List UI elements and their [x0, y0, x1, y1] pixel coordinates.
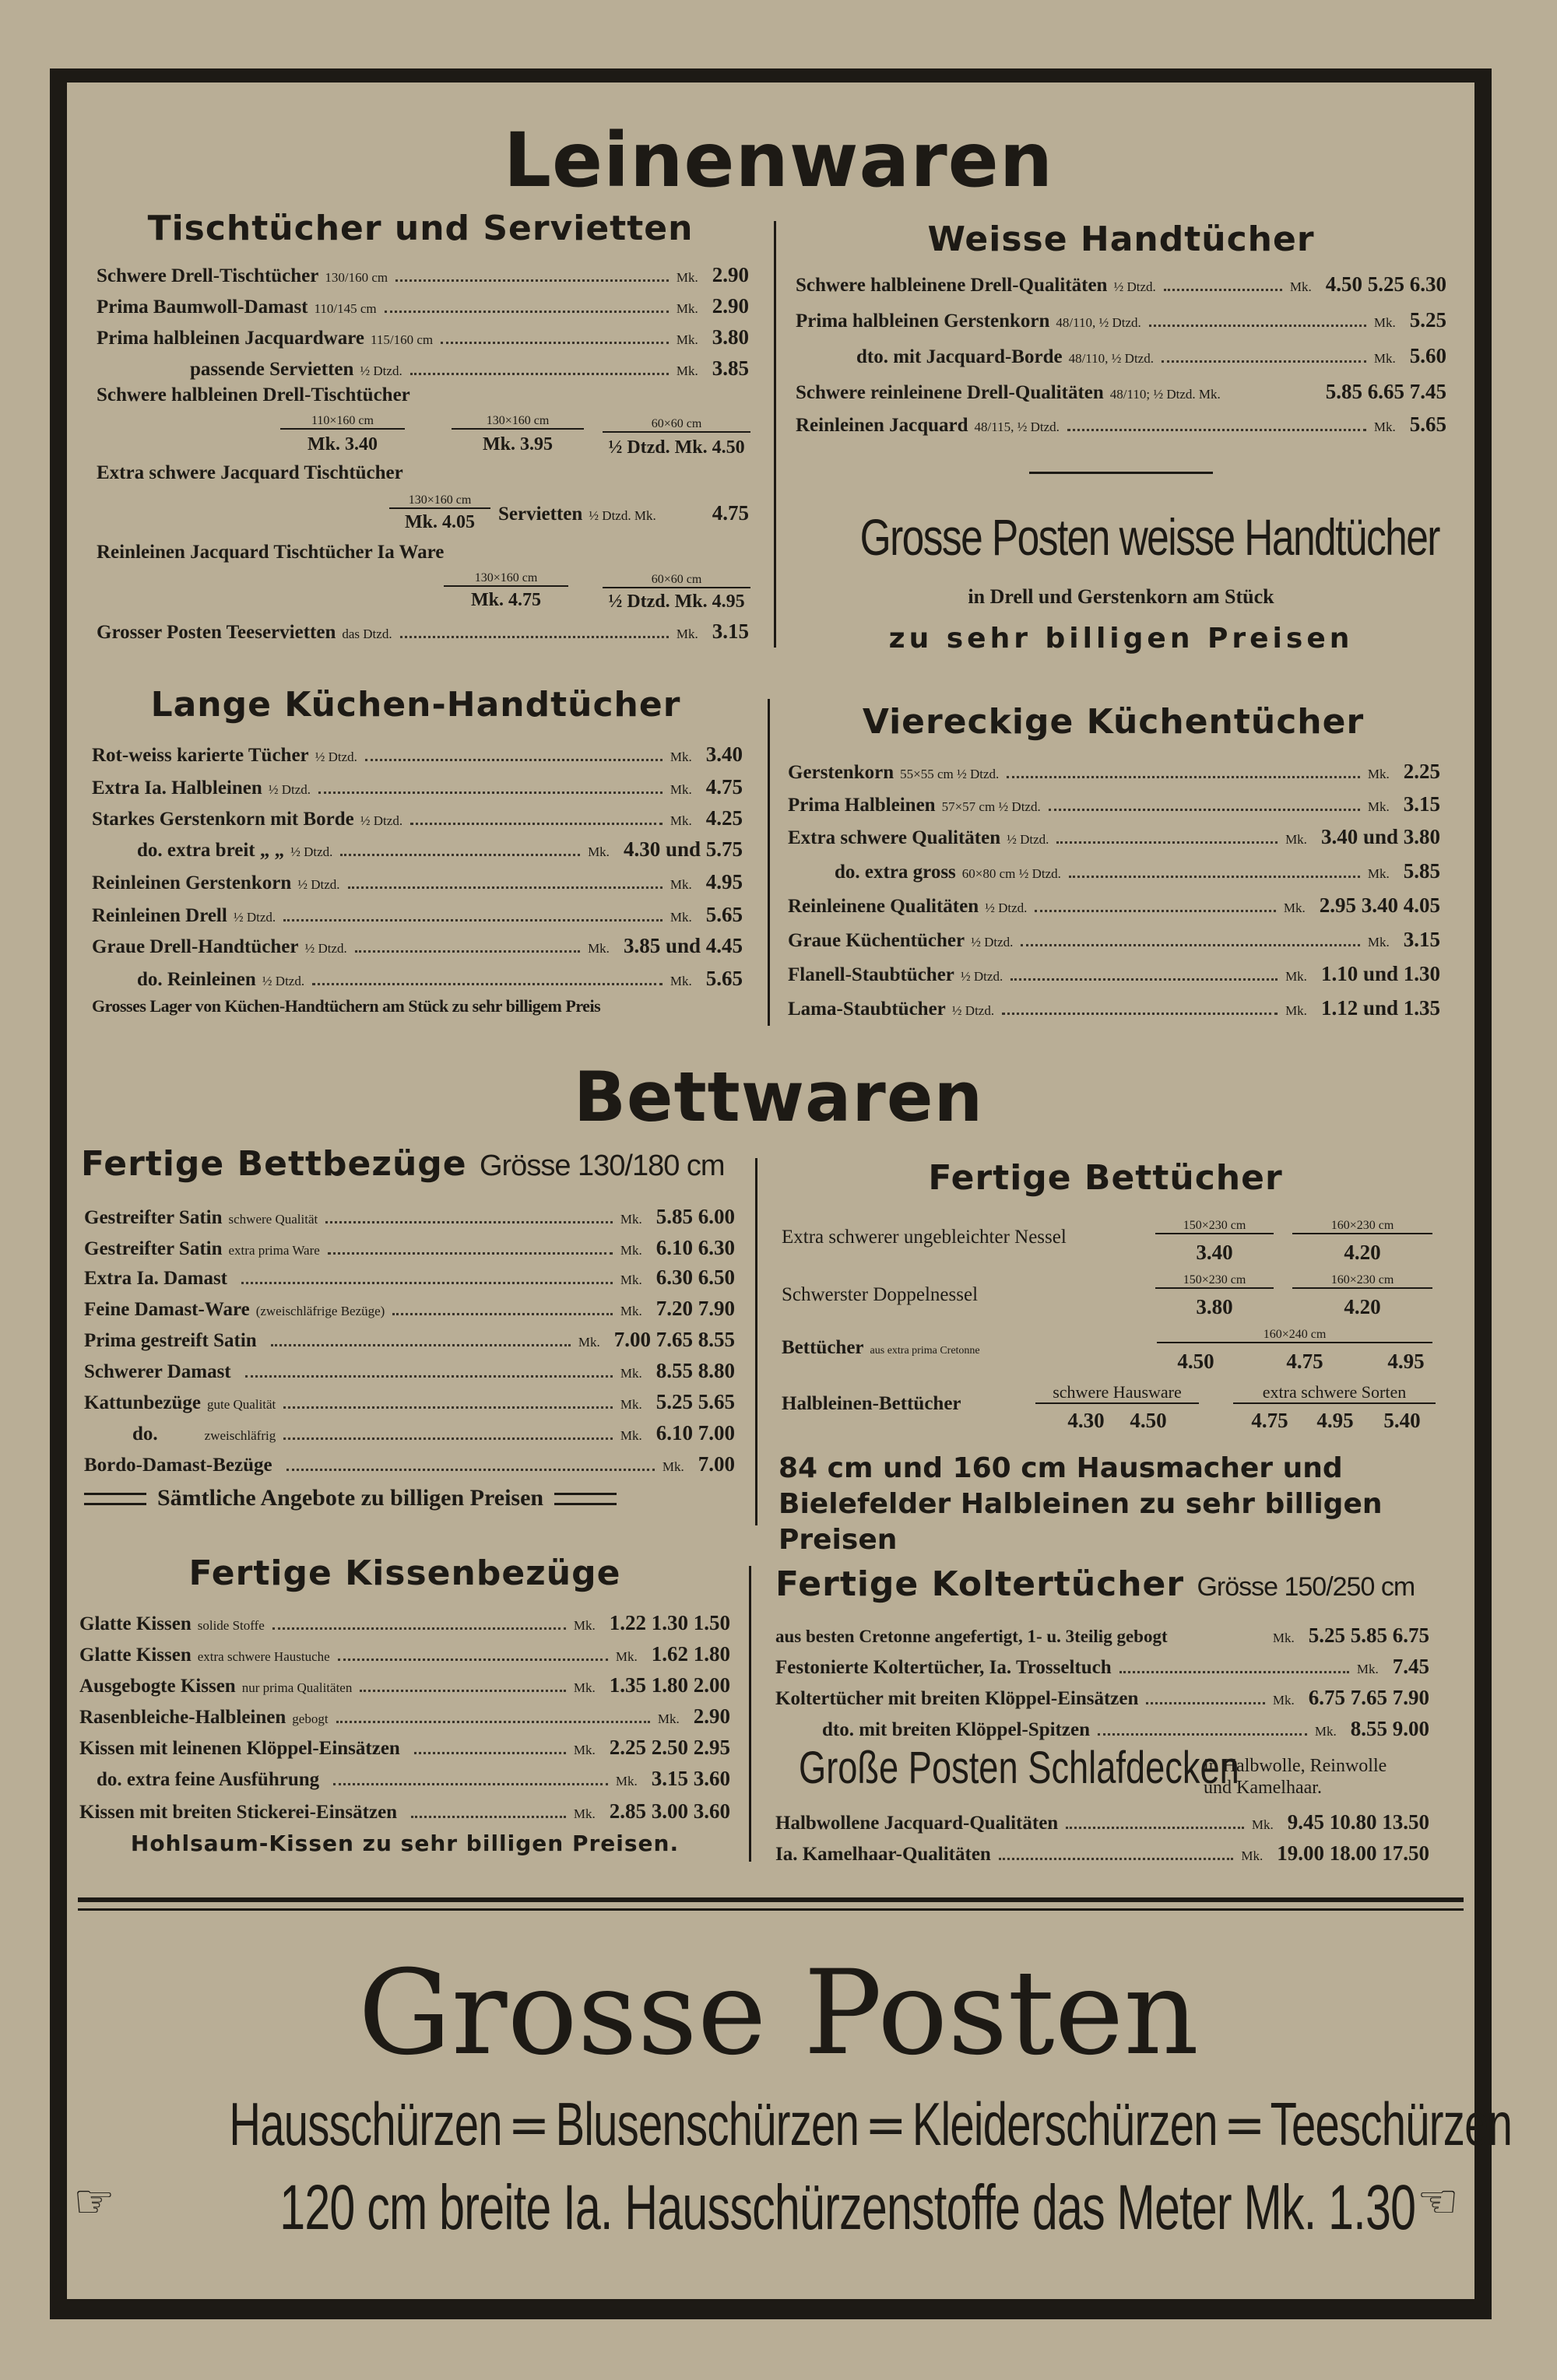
list-item: Extra Ia. Damast Mk. 6.30 6.50 — [84, 1265, 735, 1289]
price-label: 4.75 — [1286, 1350, 1323, 1373]
list-item: Halbleinen-Bettücher — [782, 1393, 961, 1414]
column-divider — [774, 221, 776, 648]
list-item: Feine Damast-Ware (zweischläfrige Bezüge) Mk. 7.20 7.90 — [84, 1297, 735, 1320]
list-item: Extra schwere Qualitäten ½ Dtzd. Mk. 3.40 und 3.80 — [788, 825, 1440, 848]
size-label: 130×160 cm — [452, 414, 584, 430]
list-item: Schwerer Damast Mk. 8.55 8.80 — [84, 1359, 735, 1382]
hausschuerzenstoffe-line: 120 cm breite Ia. Hausschürzenstoffe das Meter Mk. 1.30 — [279, 2172, 1416, 2243]
schlafdecken-sub: und Kamelhaar. — [1204, 1778, 1322, 1798]
price-label: 4.95 — [1316, 1409, 1354, 1432]
column-divider — [749, 1566, 751, 1862]
pointing-hand-right-icon: ☞ — [73, 2175, 115, 2229]
list-item: do. zweischläfrig Mk. 6.10 7.00 — [132, 1421, 735, 1444]
grosse-posten-sub: in Drell und Gerstenkorn am Stück — [968, 585, 1274, 608]
grosse-posten-schlafdecken: Große Posten Schlafdecken — [799, 1743, 1239, 1793]
bettbezuege-heading — [81, 1144, 750, 1184]
list-item: dto. mit Jacquard-Borde 48/110, ½ Dtzd. Mk. 5.60 — [856, 344, 1446, 367]
list-item: dto. mit breiten Klöppel-Spitzen Mk. 8.55 9.00 — [822, 1717, 1429, 1740]
list-item: Koltertücher mit breiten Klöppel-Einsätzen Mk. 6.75 7.65 7.90 — [775, 1686, 1429, 1709]
size-label: 160×230 cm — [1292, 1219, 1432, 1234]
price-label: 5.40 — [1383, 1409, 1421, 1432]
list-item: Bettücher aus extra prima Cretonne — [782, 1337, 980, 1358]
bettbezuege-title: Fertige Bettbezüge — [81, 1144, 467, 1184]
list-item: do. Reinleinen ½ Dtzd. Mk. 5.65 — [137, 967, 743, 990]
schlafdecken-sub: in Halbwolle, Reinwolle — [1204, 1756, 1387, 1776]
double-rule — [554, 1493, 617, 1505]
schuerzen-line: Hausschürzen ═ Blusenschürzen ═ Kleiderschürzen ═ Teeschürzen — [229, 2090, 1513, 2158]
price-label: 4.50 — [1177, 1350, 1214, 1373]
price-label: 4.30 — [1067, 1409, 1105, 1432]
list-item: Reinleinen Gerstenkorn ½ Dtzd. Mk. 4.95 — [92, 870, 743, 893]
leinenwaren-heading: Leinenwaren — [503, 117, 1054, 204]
size-label: 160×230 cm — [1292, 1273, 1432, 1289]
list-item: do. extra feine Ausführung Mk. 3.15 3.60 — [97, 1767, 730, 1790]
grosse-posten-handtuecher: Grosse Posten weisse Handtücher — [859, 508, 1439, 566]
size-label: 150×230 cm — [1155, 1219, 1274, 1234]
size-label: schwere Hausware — [1035, 1382, 1199, 1404]
list-item: aus besten Cretonne angefertigt, 1- u. 3teilig gebogt Mk. 5.25 5.85 6.75 — [775, 1624, 1429, 1647]
column-divider — [755, 1158, 757, 1525]
section-rule — [78, 1908, 1464, 1911]
saemtliche-angebote: Sämtliche Angebote zu billigen Preisen — [84, 1485, 735, 1511]
price-label: 4.75 — [1251, 1409, 1288, 1432]
list-item: do. extra breit „ „ ½ Dtzd. Mk. 4.30 und 5.75 — [137, 837, 743, 861]
list-item: Ausgebogte Kissen nur prima Qualitäten Mk. 1.35 1.80 2.00 — [79, 1673, 730, 1697]
list-item: Prima halbleinen Gerstenkorn 48/110, ½ Dtzd. Mk. 5.25 — [796, 308, 1446, 332]
list-item: Schwerster Doppelnessel — [782, 1284, 979, 1305]
double-rule — [84, 1493, 146, 1505]
list-item: Festonierte Koltertücher, Ia. Trosseltuch Mk. 7.45 — [775, 1655, 1429, 1678]
price-label: Mk. 3.95 — [483, 434, 553, 455]
list-item: Grosser Posten Teeservietten das Dtzd. Mk. 3.15 — [97, 620, 749, 643]
billigen-preisen: zu sehr billigen Preisen — [888, 623, 1354, 655]
price-label: 3.80 — [1196, 1295, 1233, 1318]
price-label: Mk. 4.75 — [471, 590, 541, 610]
kissenbezuege-heading: Fertige Kissenbezüge — [188, 1553, 621, 1593]
price-label: 4.20 — [1344, 1241, 1381, 1264]
divider — [1029, 472, 1213, 474]
list-item: Kissen mit breiten Stickerei-Einsätzen Mk. 2.85 3.00 3.60 — [79, 1799, 730, 1823]
price-label: 4.50 — [1130, 1409, 1167, 1432]
list-item: Reinleinen Jacquard 48/115, ½ Dtzd. Mk. 5.65 — [796, 412, 1446, 436]
bettwaren-heading: Bettwaren — [573, 1057, 984, 1137]
size-label: 130×160 cm — [389, 493, 490, 509]
list-item: Prima Halbleinen 57×57 cm ½ Dtzd. Mk. 3.15 — [788, 792, 1440, 816]
list-item: Kissen mit leinenen Klöppel-Einsätzen Mk. 2.25 2.50 2.95 — [79, 1736, 730, 1759]
list-item: Ia. Kamelhaar-Qualitäten Mk. 19.00 18.00 17.50 — [775, 1841, 1429, 1865]
koltertuecher-heading — [775, 1564, 1437, 1604]
viereckige-heading: Viereckige Küchentücher — [862, 702, 1365, 742]
lange-kuechen-heading: Lange Küchen-Handtücher — [150, 685, 681, 725]
list-item: Gerstenkorn 55×55 cm ½ Dtzd. Mk. 2.25 — [788, 760, 1440, 783]
list-item: Glatte Kissen extra schwere Haustuche Mk. 1.62 1.80 — [79, 1642, 730, 1666]
price-label: ½ Dtzd. Mk. 4.50 — [608, 437, 745, 458]
koltertuecher-title: Fertige Koltertücher — [775, 1564, 1185, 1604]
size-label: 160×240 cm — [1157, 1328, 1432, 1343]
bettuecher-heading: Fertige Bettücher — [928, 1158, 1283, 1198]
price-label: ½ Dtzd. Mk. 4.95 — [608, 591, 745, 612]
list-item: Graue Drell-Handtücher ½ Dtzd. Mk. 3.85 und 4.45 — [92, 934, 743, 957]
list-item: Extra Ia. Halbleinen ½ Dtzd. Mk. 4.75 — [92, 775, 743, 799]
list-item: Reinleinen Drell ½ Dtzd. Mk. 5.65 — [92, 903, 743, 926]
hohlsaum-kissen: Hohlsaum-Kissen zu sehr billigen Preisen. — [130, 1831, 680, 1856]
price-label: Mk. 4.05 — [405, 512, 475, 532]
list-item: Schwere Drell-Tischtücher 130/160 cm Mk. 2.90 — [97, 263, 749, 286]
list-item: Glatte Kissen solide Stoffe Mk. 1.22 1.30 1.50 — [79, 1611, 730, 1634]
list-item: Rasenbleiche-Halbleinen gebogt Mk. 2.90 — [79, 1704, 730, 1728]
list-item: Grosses Lager von Küchen-Handtüchern am Stück zu sehr billigem Preis — [92, 996, 601, 1016]
price-label: Mk. 3.40 — [308, 434, 378, 455]
list-item: Prima gestreift Satin Mk. 7.00 7.65 8.55 — [84, 1328, 735, 1351]
size-label: 150×230 cm — [1155, 1273, 1274, 1289]
list-item: Schwere reinleinene Drell-Qualitäten 48/110; ½ Dtzd. Mk. 5.85 6.65 7.45 — [796, 380, 1446, 403]
list-item: Prima halbleinen Jacquardware 115/160 cm Mk. 3.80 — [97, 325, 749, 349]
list-item: passende Servietten ½ Dtzd. Mk. 3.85 — [190, 356, 749, 380]
list-item: Graue Küchentücher ½ Dtzd. Mk. 3.15 — [788, 928, 1440, 951]
list-item: Halbwollene Jacquard-Qualitäten Mk. 9.45 10.80 13.50 — [775, 1810, 1429, 1834]
bettbezuege-size: Grösse 130/180 cm — [479, 1150, 725, 1182]
grosse-posten-heading: Grosse Posten — [357, 1946, 1200, 2081]
koltertuecher-size: Grösse 150/250 cm — [1197, 1572, 1415, 1602]
list-item: Gestreifter Satin schwere Qualität Mk. 5.85 6.00 — [84, 1205, 735, 1228]
list-item: Flanell-Staubtücher ½ Dtzd. Mk. 1.10 und 1.30 — [788, 962, 1440, 985]
tischtuecher-heading: Tischtücher und Servietten — [147, 209, 694, 248]
size-label: 130×160 cm — [444, 571, 568, 587]
size-label: extra schwere Sorten — [1233, 1382, 1436, 1404]
list-item: Lama-Staubtücher ½ Dtzd. Mk. 1.12 und 1.35 — [788, 996, 1440, 1020]
size-label: 110×160 cm — [280, 414, 405, 430]
section-rule — [78, 1897, 1464, 1902]
list-item: Starkes Gerstenkorn mit Borde ½ Dtzd. Mk. 4.25 — [92, 806, 743, 830]
list-item: Schwere halbleinene Drell-Qualitäten ½ Dtzd. Mk. 4.50 5.25 6.30 — [796, 272, 1446, 296]
column-divider — [768, 699, 770, 1026]
list-item: Rot-weiss karierte Tücher ½ Dtzd. Mk. 3.40 — [92, 742, 743, 766]
weisse-handtuecher-heading: Weisse Handtücher — [927, 219, 1315, 259]
pointing-hand-left-icon: ☜ — [1417, 2175, 1459, 2229]
list-item: Extra schwerer ungebleichter Nessel — [782, 1227, 1067, 1248]
list-item: Bordo-Damast-Bezüge Mk. 7.00 — [84, 1452, 735, 1476]
list-item: Gestreifter Satin extra prima Ware Mk. 6.10 6.30 — [84, 1236, 735, 1259]
list-item: do. extra gross 60×80 cm ½ Dtzd. Mk. 5.85 — [835, 859, 1440, 883]
list-item: Reinleinen Jacquard Tischtücher Ia Ware — [97, 542, 445, 563]
price-label: 4.20 — [1344, 1295, 1381, 1318]
hausmacher-note: 84 cm und 160 cm Hausmacher und Bielefelder Halbleinen zu sehr billigen Preisen — [778, 1452, 1383, 1556]
price-label: 3.40 — [1196, 1241, 1233, 1264]
size-label: 60×60 cm — [603, 417, 750, 433]
list-item: Prima Baumwoll-Damast 110/145 cm Mk. 2.90 — [97, 294, 749, 318]
price-label: 4.95 — [1387, 1350, 1425, 1373]
list-item: Reinleinene Qualitäten ½ Dtzd. Mk. 2.95 3.40 4.05 — [788, 893, 1440, 917]
list-item: Extra schwere Jacquard Tischtücher — [97, 462, 403, 483]
list-item: Schwere halbleinen Drell-Tischtücher — [97, 384, 410, 405]
list-item: Kattunbezüge gute Qualität Mk. 5.25 5.65 — [84, 1390, 735, 1413]
size-label: 60×60 cm — [603, 573, 750, 588]
list-item: Servietten ½ Dtzd. Mk. 4.75 — [498, 501, 749, 525]
